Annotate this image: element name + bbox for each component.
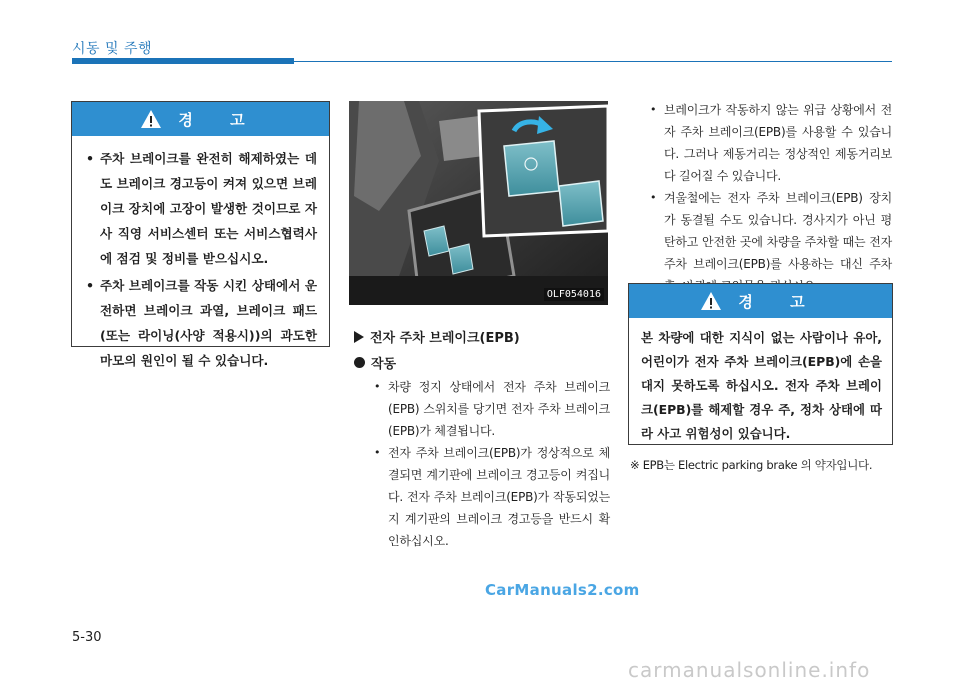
- header-bar: [72, 58, 294, 64]
- list-item: • 겨울철에는 전자 주차 브레이크(EPB) 장치가 동결될 수도 있습니다. 경사지가 아닌 평탄하고 안전한 곳에 차량을 주차할 때는 전자 주차 브레이크(EPB)를 사용하는 대신 주차: [648, 187, 892, 297]
- header-rule: [294, 61, 892, 62]
- photo-code: OLF054016: [544, 288, 604, 301]
- epb-switch-photo: [349, 101, 608, 305]
- operation-heading: [354, 353, 396, 372]
- page-number: 5-30: [72, 630, 102, 645]
- warning-heading: 경 고: [178, 110, 261, 129]
- triangle-right-icon: [354, 331, 364, 343]
- footnote: ※ EPB는 Electric parking brake 의 약자입니다.: [630, 458, 873, 472]
- section-title: 시동 및 주행: [72, 41, 153, 57]
- operation-heading-text: 작동: [371, 357, 397, 372]
- warning-header: [72, 102, 329, 136]
- site-watermark: carmanualsonline.info: [628, 658, 871, 682]
- epb-console-illustration: [349, 101, 608, 305]
- list-item: • 전자 주차 브레이크(EPB)가 정상적으로 체결되면 계기판에 브레이크 경고등이 켜집니다. 전자 주차 브레이크(EPB)가 작동되었는지 계기판의 브레이크 경고등을 반드시 확인하십시오.: [372, 442, 610, 552]
- watermark: CarManuals2.com: [485, 581, 640, 599]
- epb-notes-list: [648, 99, 892, 297]
- circle-bullet-icon: [354, 357, 365, 368]
- warning-text: 본 차량에 대한 지식이 없는 사람이나 유아, 어린이가 전자 주차 브레이크(EPB)에 손을 대지 못하도록 하십시오. 전자 주차 브레이크(EPB)를 해제할 경우 주, 정차 상태에 따라 사고 위험성이 있습니다.: [641, 330, 882, 441]
- warning-heading: 경 고: [738, 292, 821, 311]
- warning-body: [72, 136, 329, 387]
- warning-triangle-icon: [140, 109, 162, 129]
- epb-operation-list: [372, 376, 610, 552]
- warning-box-right: [628, 283, 893, 445]
- warning-item: • 주차 브레이크를 작동 시킨 상태에서 운전하면 브레이크 과열, 브레이크 패드(또는 라이닝(사양 적용시))의 과도한 마모의 원인이 될 수 있습니다.: [86, 273, 317, 373]
- epb-heading: [354, 327, 520, 346]
- warning-header: [629, 284, 892, 318]
- warning-list: [86, 146, 317, 373]
- warning-body: [629, 318, 892, 454]
- epb-heading-text: 전자 주차 브레이크(EPB): [370, 331, 520, 346]
- list-item: • 차량 정지 상태에서 전자 주차 브레이크(EPB) 스위치를 당기면 전자 주차 브레이크(EPB)가 체결됩니다.: [372, 376, 610, 442]
- warning-box-left: [71, 101, 330, 368]
- warning-item: • 주차 브레이크를 완전히 해제하였는 데도 브레이크 경고등이 켜져 있으면 브레이크 장치에 고장이 발생한 것이므로 자사 직영 서비스센터 또는 서비스협력사에 점검 및 정비를 받으십시오.: [86, 146, 317, 271]
- warning-triangle-icon: [700, 291, 722, 311]
- list-item: • 브레이크가 작동하지 않는 위급 상황에서 전자 주차 브레이크(EPB)를 사용할 수 있습니다. 그러나 제동거리는 정상적인 제동거리보다 길어질 수 있습니다.: [648, 99, 892, 187]
